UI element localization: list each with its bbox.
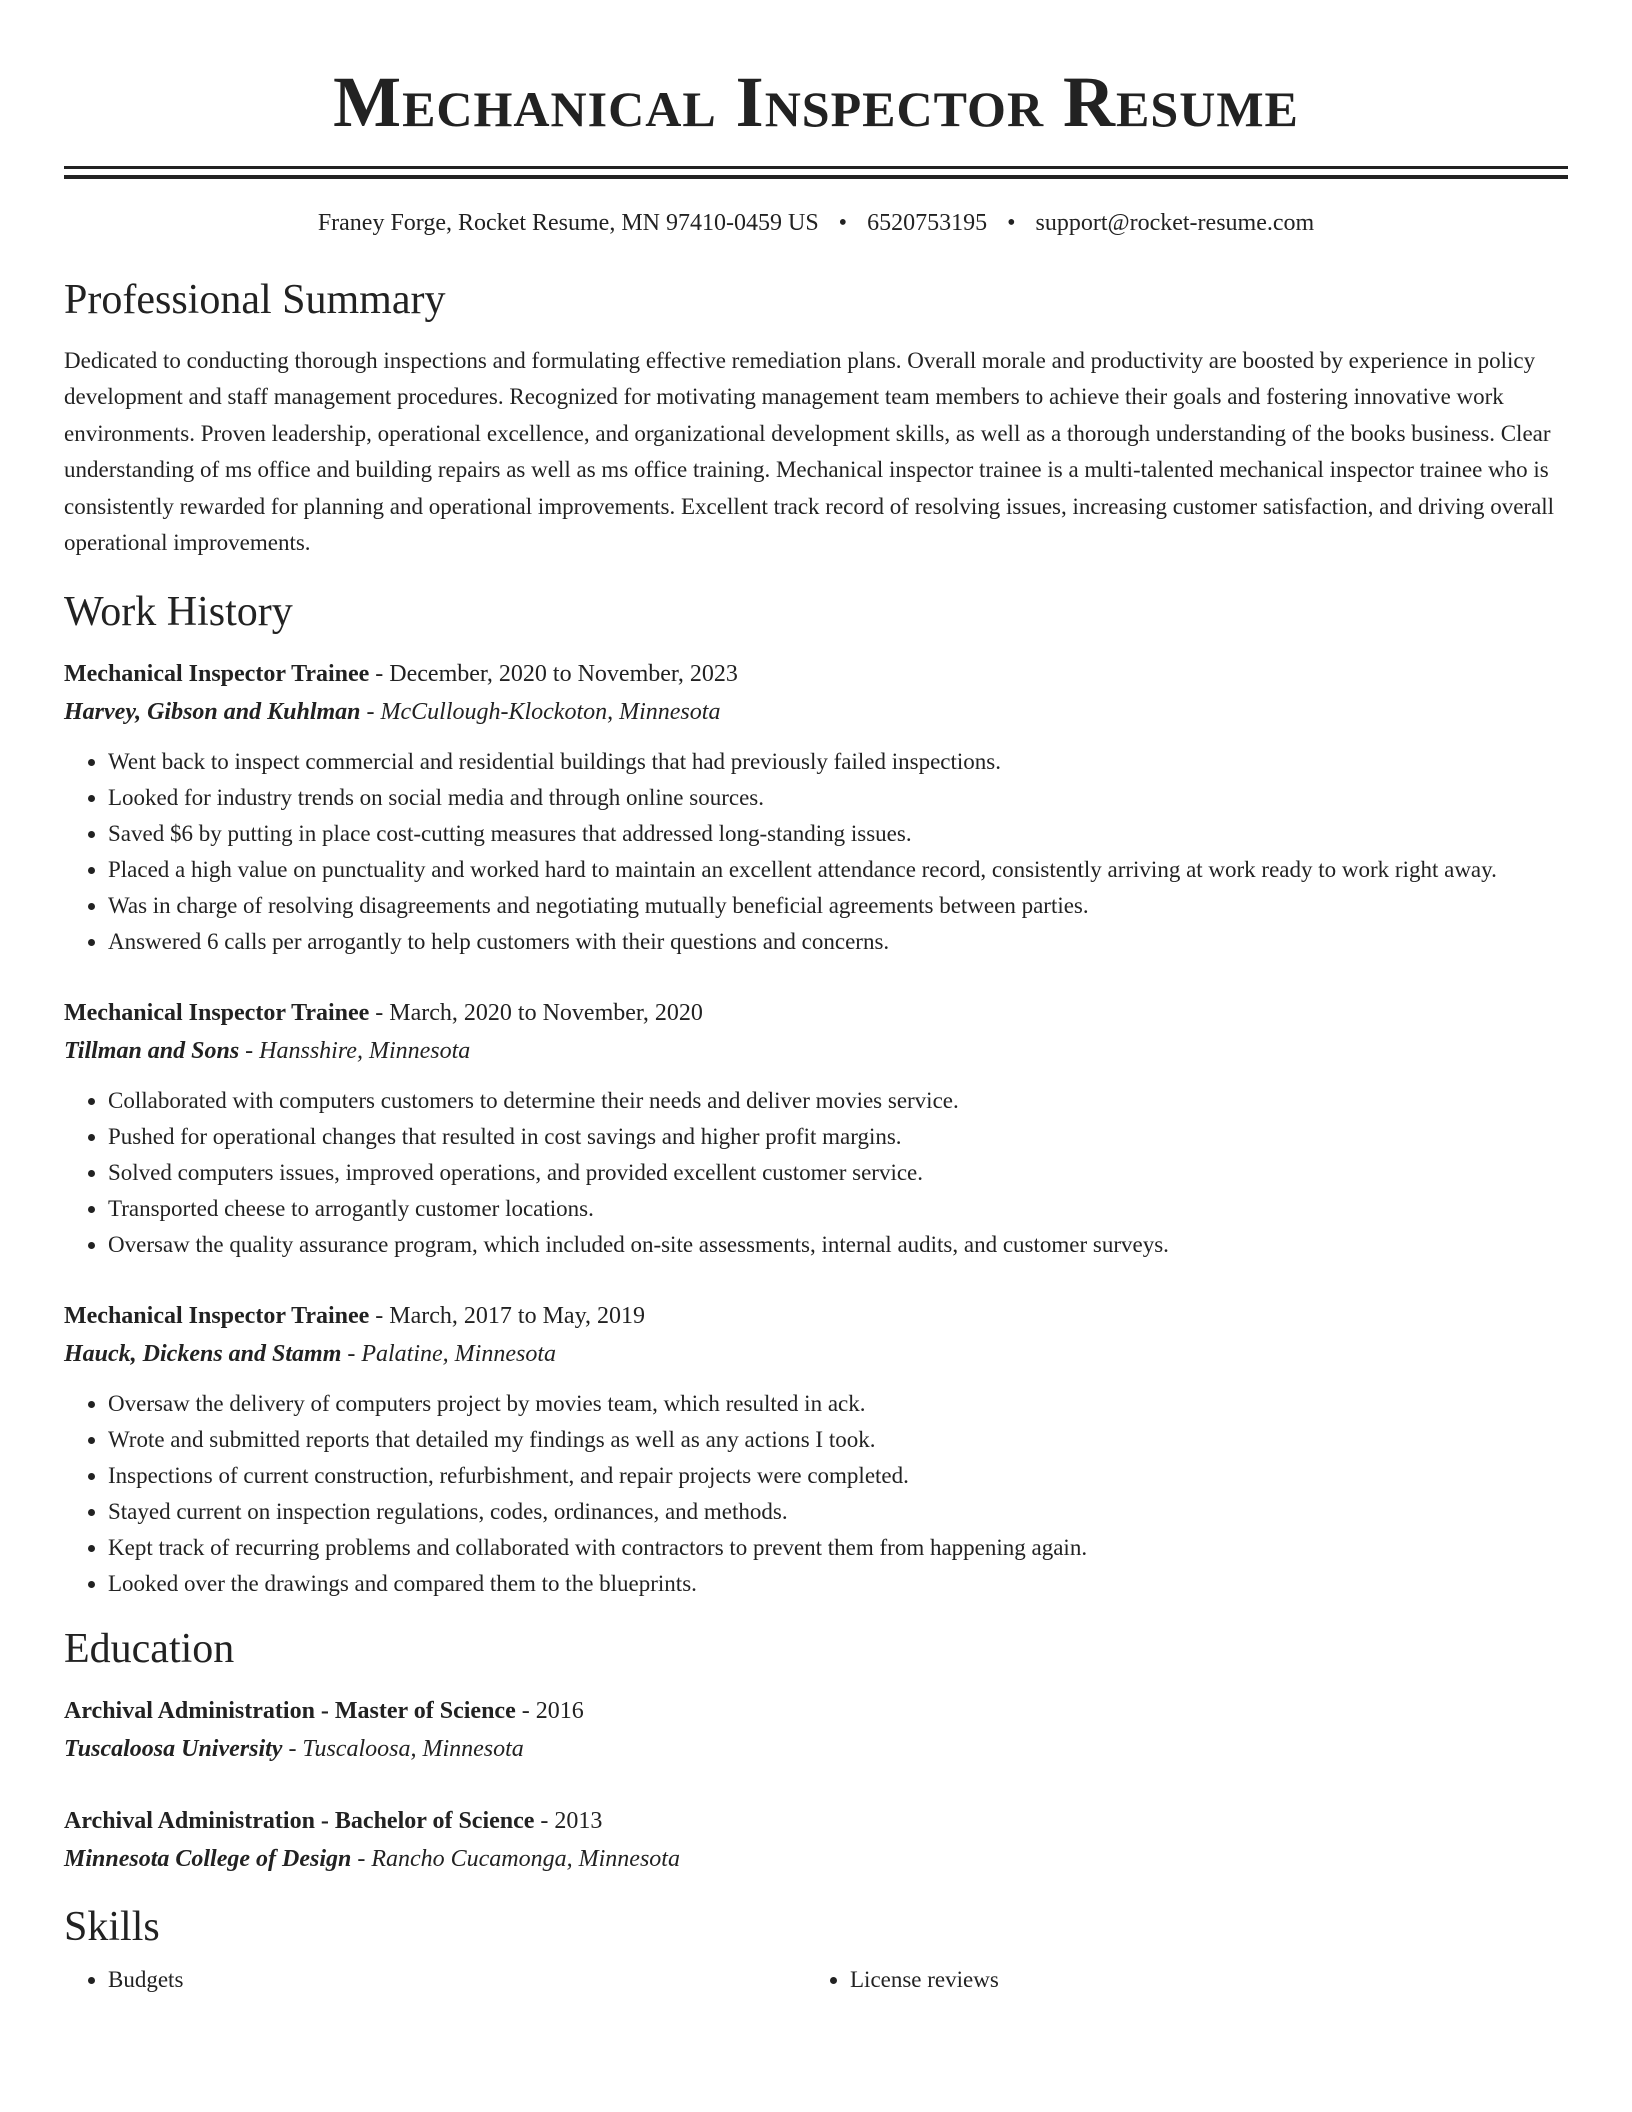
school-line [64, 1730, 1568, 1768]
degree-name: Archival Administration - Bachelor of Science [64, 1808, 535, 1835]
job-bullet: • Looked over the drawings and compared them to the blueprints. [108, 1566, 1568, 1602]
degree-year: - 2016 [515, 1698, 584, 1725]
job-title: Mechanical Inspector Trainee [64, 1000, 370, 1027]
job-entry [64, 1297, 1568, 1602]
job-bullets [64, 1083, 1568, 1263]
contact-line [64, 207, 1568, 239]
job-location: - Hansshire, Minnesota [239, 1038, 471, 1065]
skills-heading: Skills [64, 1904, 160, 1951]
job-bullet: • Stayed current on inspection regulations, codes, ordinances, and methods. [108, 1494, 1568, 1530]
job-bullet: • Went back to inspect commercial and residential buildings that had previously failed inspections. [108, 744, 1568, 780]
job-bullet: • Placed a high value on punctuality and worked hard to maintain an excellent attendance record, consistently arriving at work ready to work right away. [108, 852, 1568, 888]
education-heading: Education [64, 1626, 235, 1673]
summary-section [64, 275, 1568, 561]
job-company: Tillman and Sons [64, 1038, 240, 1065]
summary-text: Dedicated to conducting thorough inspections and formulating effective remediation plans. Overall morale and productivity are boosted by experience in policy development and staff management procedures. Recognized for motivating management team members to achieve their goals and fostering innovative work environments. Proven leadership, operational excellence, and organizational development skills, as well as a thorough understanding of the books business. Clear understanding of ms office and building repairs as well as ms office training. Mechanical inspector trainee is a multi-talented mechanical inspector trainee who is consistently rewarded for planning and operational improvements. Excellent track record of resolving issues, increasing customer satisfaction, and driving overall operational improvements. [64, 348, 1555, 556]
job-company-line [64, 1335, 1568, 1373]
work-history-heading: Work History [64, 589, 293, 636]
job-dates: - December, 2020 to November, 2023 [369, 661, 738, 688]
job-bullet: • Was in charge of resolving disagreements and negotiating mutually beneficial agreements between parties. [108, 888, 1568, 924]
resume-page [64, 0, 1568, 1998]
degree-line [64, 1692, 1568, 1730]
skills-section [64, 1902, 1568, 1998]
job-title-line [64, 1297, 1568, 1335]
education-section [64, 1624, 1568, 1878]
job-bullet: • Kept track of recurring problems and collaborated with contractors to prevent them from happening again. [108, 1530, 1568, 1566]
degree-line [64, 1802, 1568, 1840]
job-company: Harvey, Gibson and Kuhlman [64, 699, 361, 726]
job-title-line [64, 994, 1568, 1032]
job-bullet: • Transported cheese to arrogantly customer locations. [108, 1191, 1568, 1227]
job-bullet: • Wrote and submitted reports that detailed my findings as well as any actions I took. [108, 1422, 1568, 1458]
job-entry [64, 994, 1568, 1263]
degree-year: - 2013 [534, 1808, 603, 1835]
contact-separator: • [838, 210, 848, 236]
job-bullet: • Saved $6 by putting in place cost-cutting measures that addressed long-standing issues. [108, 816, 1568, 852]
contact-address: Franey Forge, Rocket Resume, MN 97410-0459 US [317, 210, 819, 236]
job-bullets [64, 1386, 1568, 1602]
skills-column-right [806, 1962, 1548, 1998]
job-bullet: • Oversaw the delivery of computers project by movies team, which resulted in ack. [108, 1386, 1568, 1422]
school-name: Tuscaloosa University [64, 1736, 283, 1763]
skills-grid [64, 1962, 1568, 1998]
work-history-section [64, 587, 1568, 1602]
title-double-rule [64, 166, 1568, 179]
contact-separator: • [1007, 210, 1016, 236]
resume-title: Mechanical Inspector Resume [333, 62, 1299, 142]
job-location: - Palatine, Minnesota [341, 1341, 556, 1368]
job-title: Mechanical Inspector Trainee [64, 1303, 370, 1330]
job-bullet: • Collaborated with computers customers to determine their needs and deliver movies service. [108, 1083, 1568, 1119]
summary-heading: Professional Summary [64, 277, 446, 323]
skill-item: • License reviews [850, 1962, 1548, 1998]
job-bullet: • Answered 6 calls per arrogantly to help customers with their questions and concerns. [108, 924, 1568, 960]
job-bullet: • Looked for industry trends on social media and through online sources. [108, 780, 1568, 816]
job-bullet: • Oversaw the quality assurance program, which included on-site assessments, internal audits, and customer surveys. [108, 1227, 1568, 1263]
job-company-line [64, 1032, 1568, 1070]
school-location: - Rancho Cucamonga, Minnesota [351, 1846, 680, 1873]
contact-phone: 6520753195 [867, 210, 988, 236]
job-location: - McCullough-Klockoton, Minnesota [360, 699, 721, 726]
skill-item: • Budgets [108, 1962, 806, 1998]
job-dates: - March, 2020 to November, 2020 [369, 1000, 703, 1027]
job-title: Mechanical Inspector Trainee [64, 661, 370, 688]
school-line [64, 1840, 1568, 1878]
school-location: - Tuscaloosa, Minnesota [282, 1736, 524, 1763]
job-title-line [64, 655, 1568, 693]
skills-column-left [64, 1962, 806, 1998]
job-company: Hauck, Dickens and Stamm [64, 1341, 342, 1368]
contact-email[interactable]: support@rocket-resume.com [1035, 210, 1315, 236]
school-name: Minnesota College of Design [64, 1846, 352, 1873]
job-bullets [64, 744, 1568, 960]
job-dates: - March, 2017 to May, 2019 [369, 1303, 646, 1330]
job-bullet: • Solved computers issues, improved operations, and provided excellent customer service. [108, 1155, 1568, 1191]
job-bullet: • Pushed for operational changes that resulted in cost savings and higher profit margins. [108, 1119, 1568, 1155]
job-company-line [64, 693, 1568, 731]
job-entry [64, 655, 1568, 960]
degree-name: Archival Administration - Master of Science [64, 1698, 516, 1725]
education-entry [64, 1692, 1568, 1768]
job-bullet: • Inspections of current construction, refurbishment, and repair projects were completed. [108, 1458, 1568, 1494]
education-entry [64, 1802, 1568, 1878]
